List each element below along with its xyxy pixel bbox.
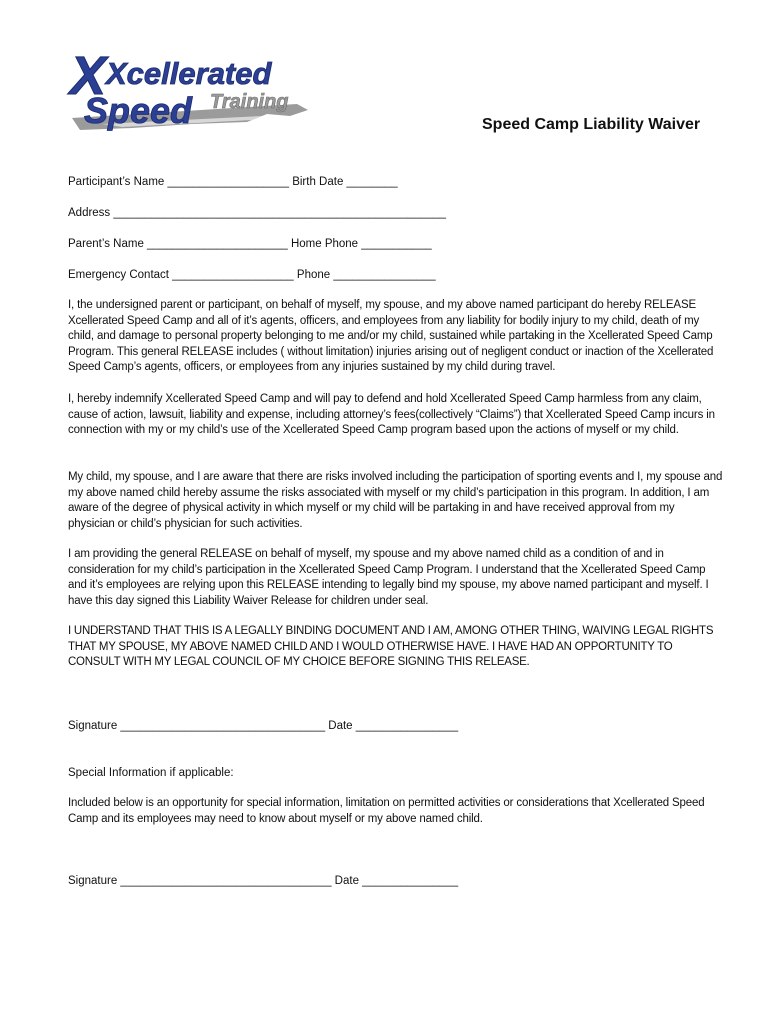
logo-word-speed: Speed: [84, 90, 193, 131]
special-information-paragraph: Included below is an opportunity for special information, limitation on permitted activities or considerations that Xcellerated Speed Camp and its employees may need to know about myself or my above named child.: [68, 797, 705, 825]
legal-notice-paragraph: I UNDERSTAND THAT THIS IS A LEGALLY BINDING DOCUMENT AND I AM, AMONG OTHER THING, WAIVING LEGAL RIGHTS THAT MY SPOUSE, MY ABOVE NAMED CHILD AND I WOULD OTHERWISE HAVE. I HAVE HAD AN OPPORTUNITY TO CONSULT WITH MY LEGAL COUNCIL OF MY CHOICE BEFORE SIGNING THIS RELEASE.: [68, 625, 714, 669]
logo-x-letter: X: [70, 46, 107, 106]
logo-word-training: Training: [210, 91, 289, 113]
xcellerated-speed-logo: [62, 44, 324, 144]
address-field[interactable]: Address ____________________________________________________: [68, 207, 446, 219]
parent-name-home-phone-field[interactable]: Parent’s Name ______________________ Home Phone ___________: [68, 238, 432, 250]
risks-paragraph: My child, my spouse, and I are aware that there are risks involved including the participation of sporting events and I, my spouse and my above named child hereby assume the risks associated with myself or my child’s participation in this program. In addition, I am aware of the degree of physical activity in which myself or my child will be partaking in and have received approval from my physician or child’s physician for such activities.: [68, 471, 723, 530]
consideration-paragraph: I am providing the general RELEASE on behalf of myself, my spouse and my above named child as a condition of and in consideration for my child’s participation in the Xcellerated Speed Camp Program. I understand that the Xcellerated Speed Camp and it’s employees are relying upon this RELEASE intending to legally bind my spouse, my above named participant and myself. I have this day signed this Liability Waiver Release for children under seal.: [68, 548, 709, 607]
participant-name-birth-date-field[interactable]: Participant’s Name ___________________ Birth Date ________: [68, 176, 398, 188]
logo-word-xcellerated: Xcellerated: [106, 56, 272, 91]
signature-date-field-2[interactable]: Signature _________________________________ Date _______________: [68, 875, 459, 887]
document-title: Speed Camp Liability Waiver: [482, 116, 701, 133]
signature-date-field-1[interactable]: Signature ________________________________ Date ________________: [68, 720, 459, 732]
release-paragraph: I, the undersigned parent or participant, on behalf of myself, my spouse, and my above named participant do hereby RELEASE Xcellerated Speed Camp and all of it’s agents, officers, and employees from any liability for bodily injury to my child, death of my child, and damage to personal property belonging to me and/or my child, sustained while partaking in the Xcellerated Speed Camp Program. This general RELEASE includes ( without limitation) injuries arising out of negligent conduct or inaction of the Xcellerated Speed Camp’s agents, officers, or employees from any injuries sustained by my child during travel.: [68, 299, 714, 374]
indemnify-paragraph: I, hereby indemnify Xcellerated Speed Camp and will pay to defend and hold Xcellerated Speed Camp harmless from any claim, cause of action, lawsuit, liability and expense, including attorney’s fees(collectively “Claims”) that Xcellerated Speed Camp incurs in connection with my or my child’s use of the Xcellerated Speed Camp program based upon the actions of myself or my child.: [68, 393, 715, 437]
special-information-label: Special Information if applicable:: [68, 767, 234, 779]
emergency-contact-phone-field[interactable]: Emergency Contact ___________________ Phone ________________: [68, 269, 436, 281]
